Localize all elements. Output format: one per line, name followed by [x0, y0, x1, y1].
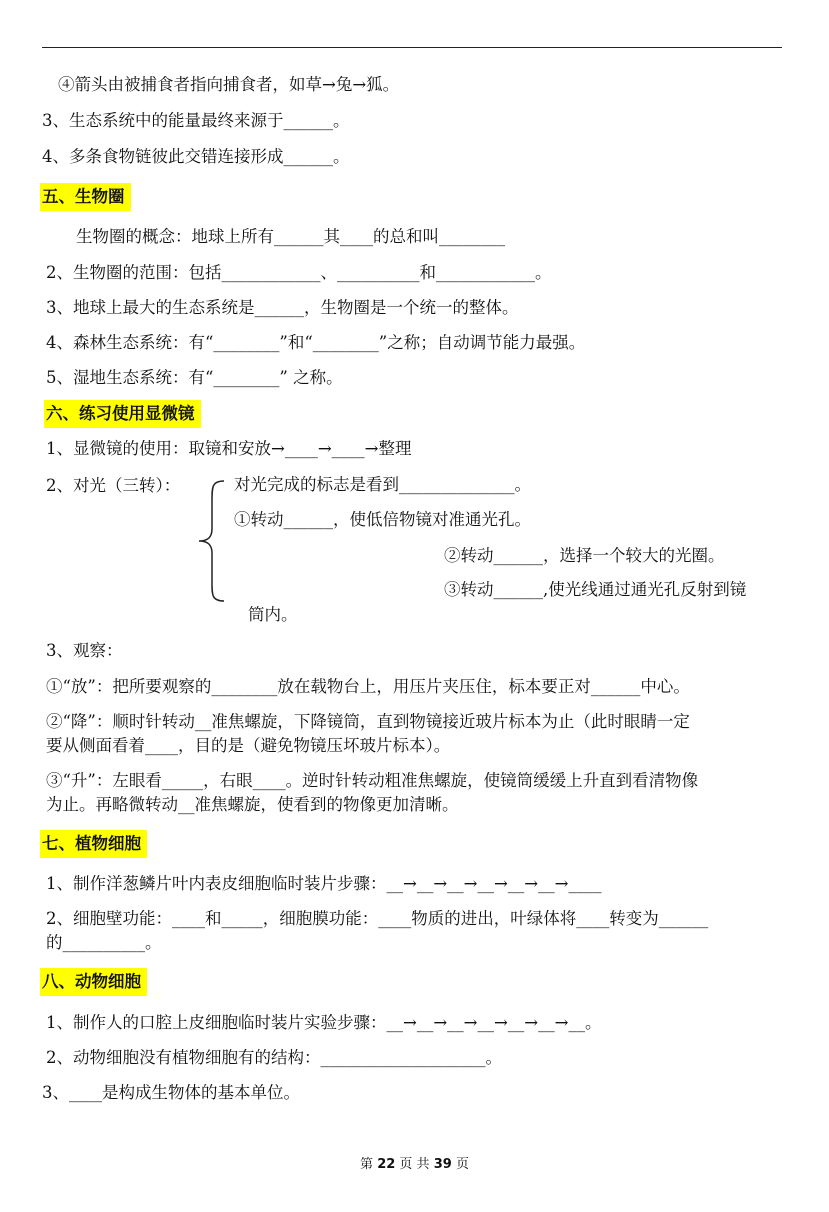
text-line: 4、多条食物链彼此交错连接形成______。	[42, 147, 350, 166]
footer-total-pages: 39	[433, 1157, 452, 1172]
text-line: 生物圈的概念：地球上所有______其____的总和叫________	[76, 227, 505, 246]
section-heading-7: 七、植物细胞	[40, 830, 147, 858]
footer-suffix: 页	[455, 1157, 469, 1172]
section-heading-6: 六、练习使用显微镜	[44, 400, 201, 428]
text-line: 5、湿地生态系统：有“________” 之称。	[46, 368, 343, 387]
text-line: ②转动______，选择一个较大的光圈。	[444, 546, 725, 565]
footer-prefix: 第	[360, 1157, 374, 1172]
text-line: 1、制作人的口腔上皮细胞临时装片实验步骤：__→__→__→__→__→__→__。	[46, 1013, 602, 1032]
text-line: ③转动______,使光线通过通光孔反射到镜	[444, 580, 747, 599]
text-line: 2、细胞壁功能：____和_____，细胞膜功能：____物质的进出，叶绿体将____转变为______	[46, 909, 709, 928]
text-line: 1、制作洋葱鳞片叶内表皮细胞临时装片步骤：__→__→__→__→__→__→____	[46, 874, 602, 893]
page-footer	[0, 1153, 829, 1172]
section-heading-5: 五、生物圈	[40, 183, 131, 211]
footer-page-number: 22	[377, 1157, 396, 1172]
text-line: 3、生态系统中的能量最终来源于______。	[42, 111, 350, 130]
text-line: ②“降”：顺时针转动__准焦螺旋，下降镜筒，直到物镜接近玻片标本为止（此时眼睛一定	[46, 712, 690, 731]
text-line: ④箭头由被捕食者指向捕食者，如草→兔→狐。	[58, 75, 400, 94]
text-line: 2、动物细胞没有植物细胞有的结构：____________________。	[46, 1048, 502, 1067]
text-line: 要从侧面看着____，目的是（避免物镜压坏玻片标本）。	[46, 736, 451, 755]
text-line: ①转动______，使低倍物镜对准通光孔。	[234, 510, 531, 529]
text-line: ①“放”：把所要观察的________放在载物台上，用压片夹压住，标本要正对______中心。	[46, 677, 690, 696]
text-line: ③“升”：左眼看_____，右眼____。逆时针转动粗准焦螺旋，使镜筒缓缓上升直到看清物像	[46, 771, 699, 790]
footer-middle: 页 共	[399, 1157, 430, 1172]
text-line: 3、观察：	[46, 641, 123, 660]
text-line: 的__________。	[46, 933, 162, 952]
curly-brace-icon	[196, 479, 226, 603]
text-line: 对光完成的标志是看到______________。	[234, 475, 531, 494]
text-line: 4、森林生态系统：有“________”和“________”之称；自动调节能力最强。	[46, 333, 586, 352]
text-line: 为止。再略微转动__准焦螺旋，使看到的物像更加清晰。	[46, 795, 459, 814]
text-line: 2、生物圈的范围：包括____________、__________和____________。	[46, 263, 552, 282]
header-rule	[42, 47, 782, 48]
text-line: 筒内。	[248, 605, 298, 624]
text-line: 3、____是构成生物体的基本单位。	[42, 1083, 300, 1102]
text-line: 1、显微镜的使用：取镜和安放→____→____→整理	[46, 439, 412, 458]
duiguang-label: 2、对光（三转）：	[46, 476, 181, 495]
text-line: 3、地球上最大的生态系统是______，生物圈是一个统一的整体。	[46, 298, 519, 317]
section-heading-8: 八、动物细胞	[40, 968, 147, 996]
